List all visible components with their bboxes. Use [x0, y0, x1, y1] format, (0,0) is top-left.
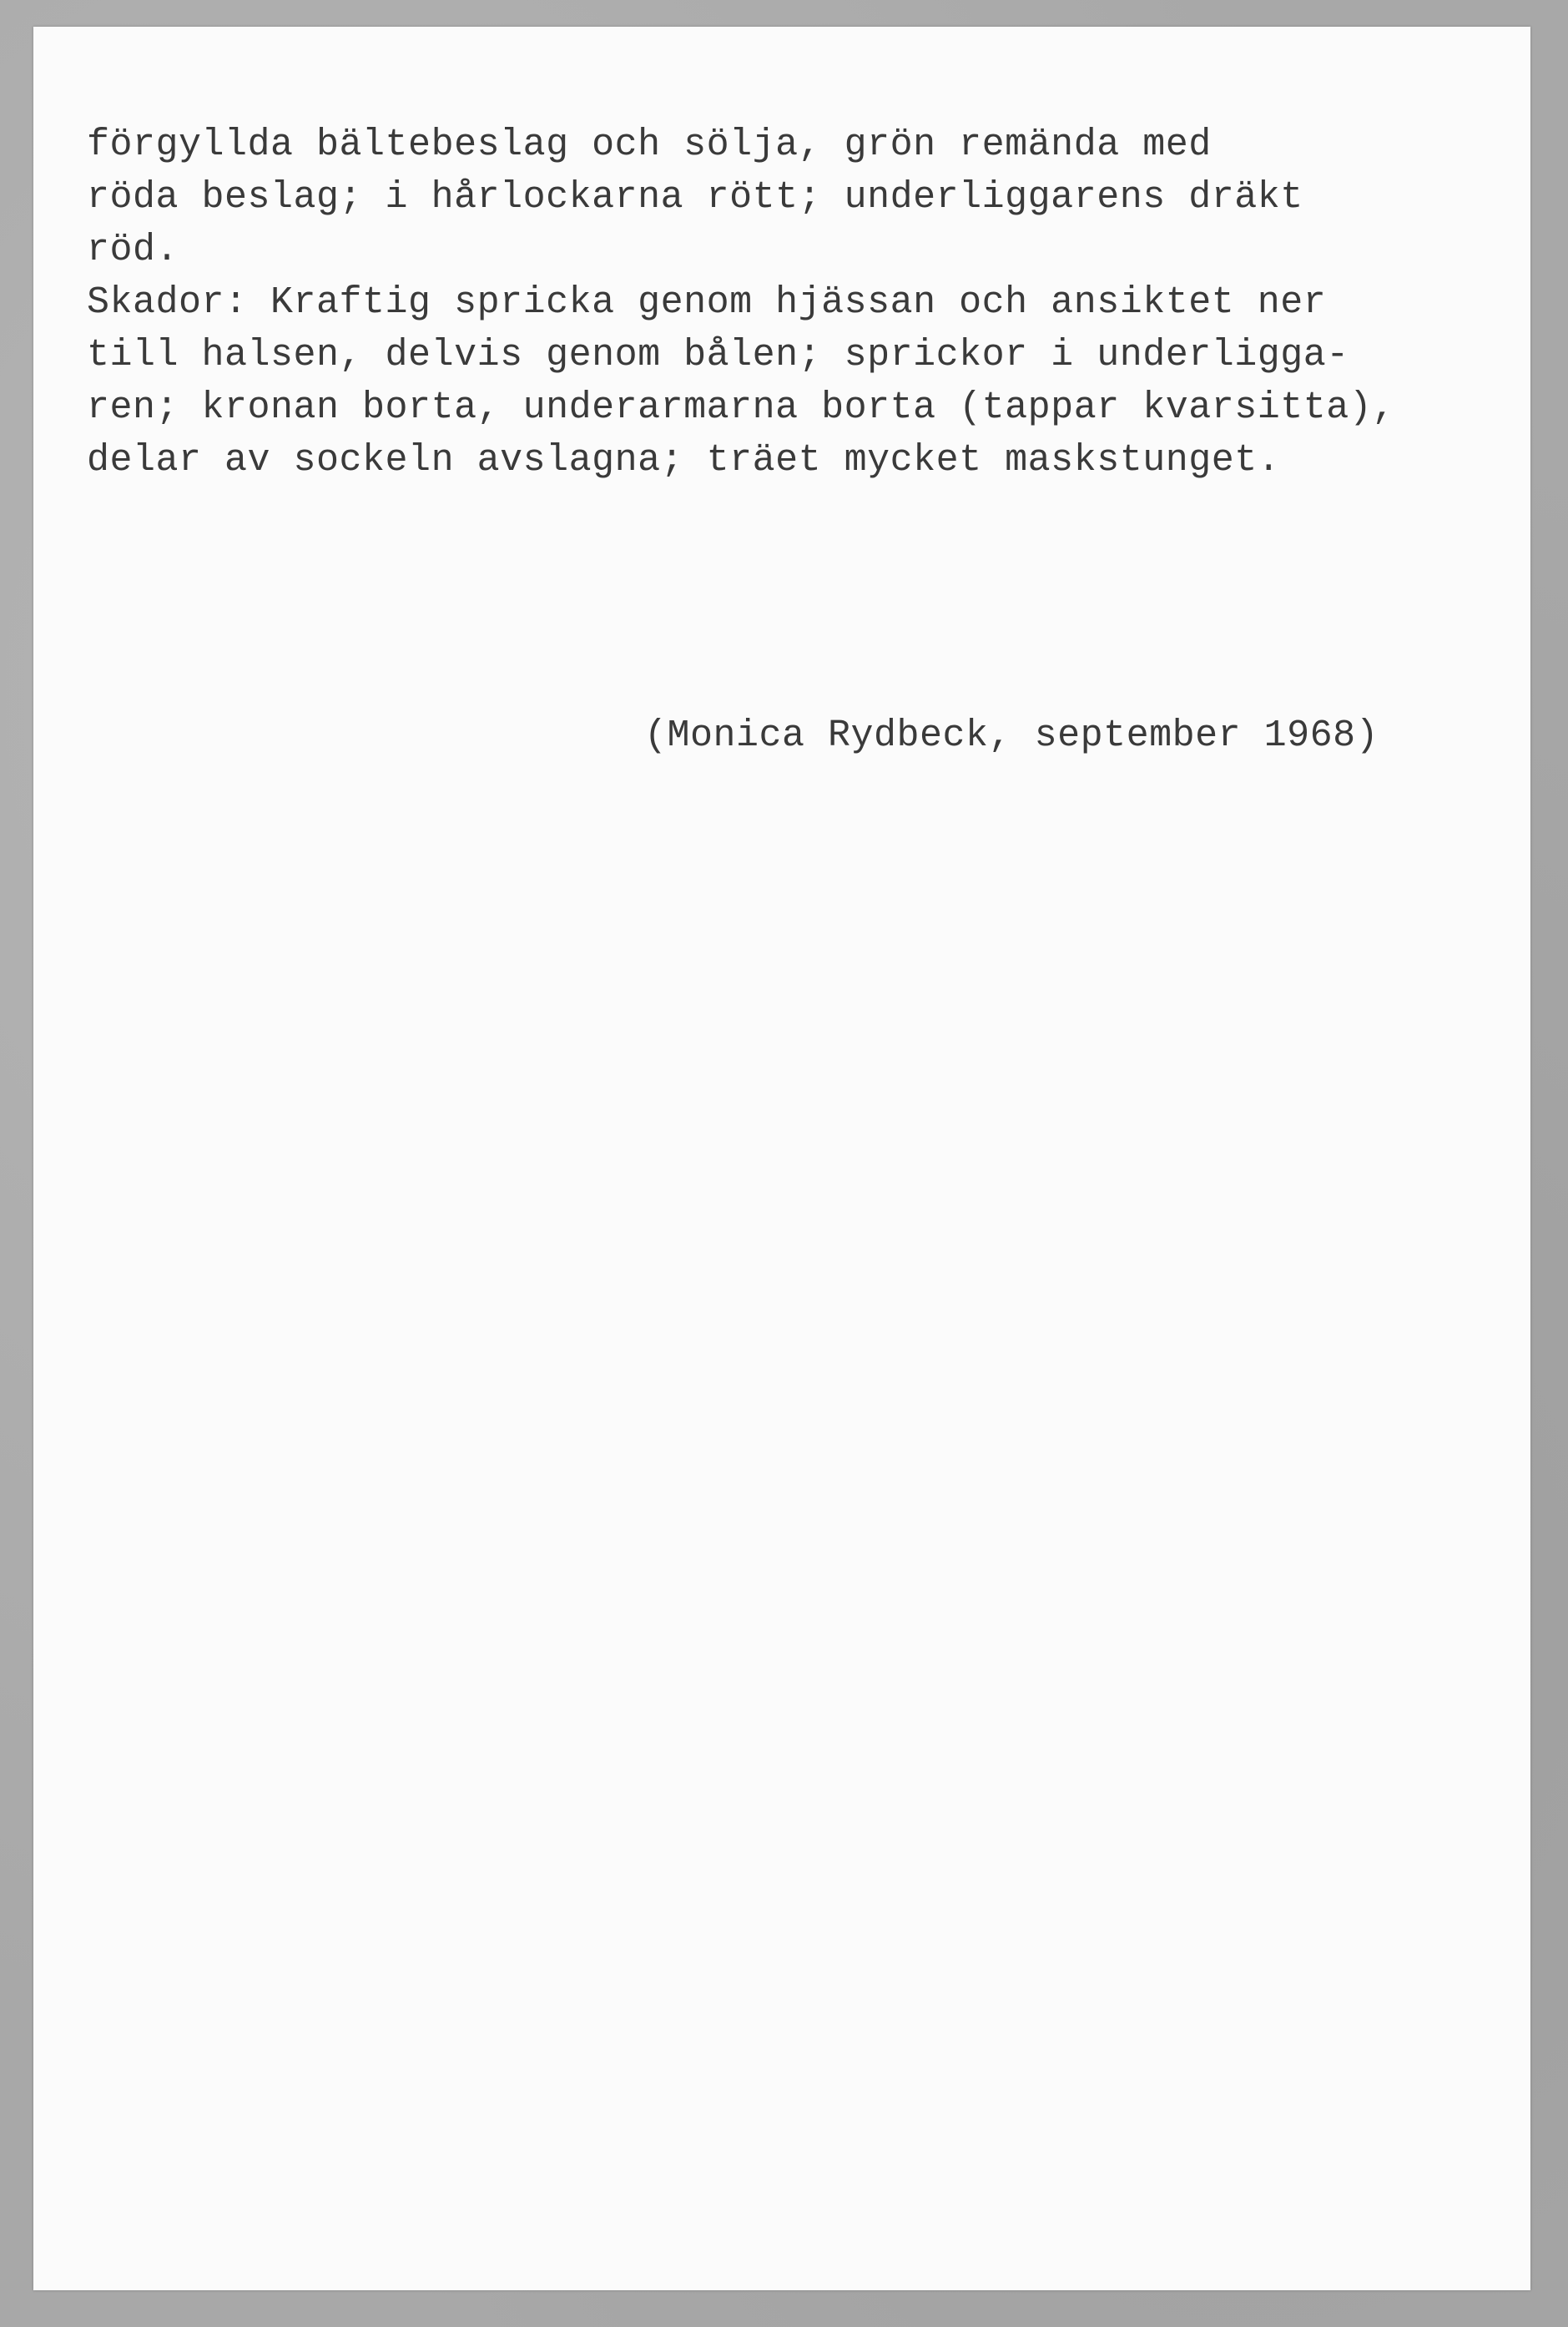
text-line: till halsen, delvis genom bålen; sprickor i underligga- — [87, 334, 1349, 376]
text-line: Skador: Kraftig spricka genom hjässan och ansiktet ner — [87, 281, 1327, 324]
text-line: röd. — [87, 229, 179, 271]
text-line: röda beslag; i hårlockarna rött; underliggarens dräkt — [87, 176, 1303, 219]
typed-text-body — [87, 119, 1522, 487]
text-line: förgyllda bältebeslag och sölja, grön remända med — [87, 124, 1212, 166]
typed-index-card — [33, 27, 1530, 2290]
author-signature-line: (Monica Rydbeck, september 1968) — [644, 714, 1379, 757]
text-line: ren; kronan borta, underarmarna borta (tappar kvarsitta), — [87, 386, 1395, 429]
text-line: delar av sockeln avslagna; träet mycket maskstunget. — [87, 439, 1281, 482]
